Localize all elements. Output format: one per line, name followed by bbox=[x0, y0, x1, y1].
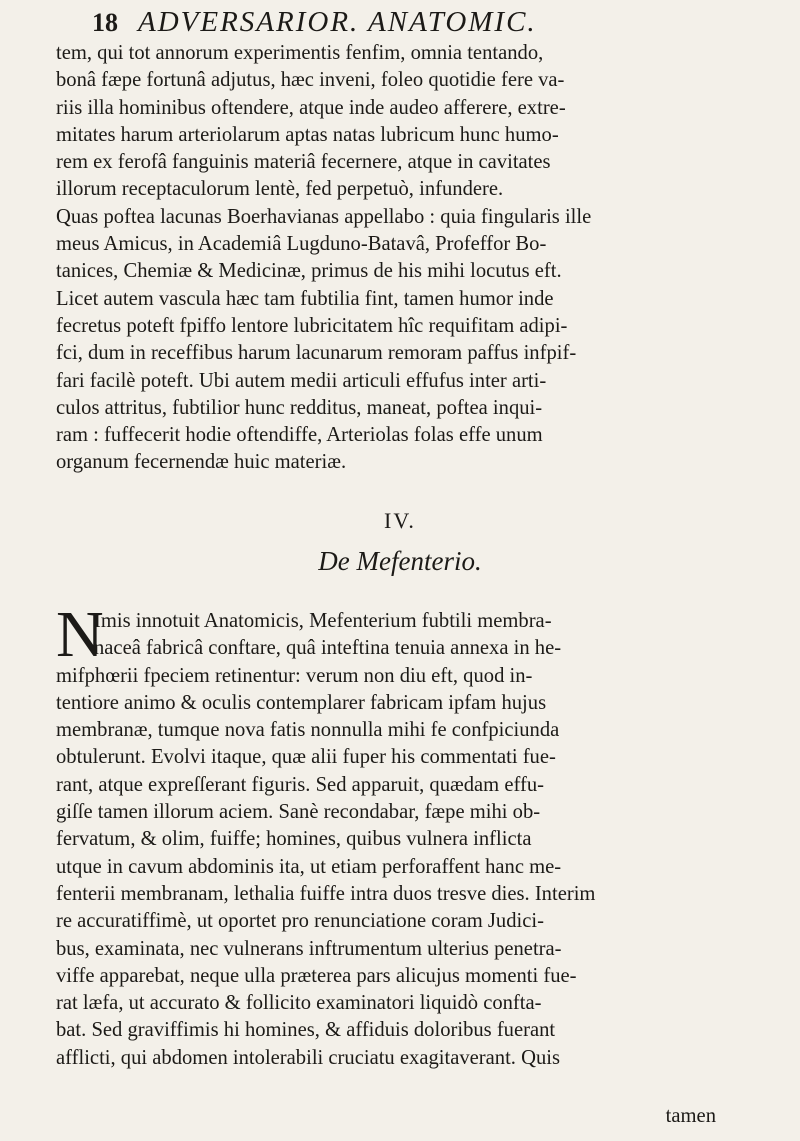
drop-capital: N bbox=[56, 598, 104, 671]
text-line: organum fecernendæ huic materiæ. bbox=[56, 451, 347, 474]
text-line: membranæ, tumque nova fatis nonnulla mihi fe confpiciunda bbox=[56, 719, 560, 742]
text-line: meus Amicus, in Academiâ Lugduno-Batavâ, Profeffor Bo- bbox=[56, 233, 547, 256]
text-line: ram : fuffecerit hodie oftendiffe, Arteriolas folas effe unum bbox=[56, 424, 543, 447]
text-line: rat læfa, ut accurato & follicito examinatori liquidò confta- bbox=[56, 992, 542, 1015]
page-number: 18 bbox=[92, 8, 118, 37]
paragraph-mesentery bbox=[56, 608, 716, 1072]
text-line: afflicti, qui abdomen intolerabili cruciatu exagitaverant. Quis bbox=[56, 1046, 560, 1069]
text-line: viffe apparebat, neque ulla præterea pars alicujus momenti fue- bbox=[56, 964, 577, 987]
text-line: bus, examinata, nec vulnerans inftrumentum ulterius penetra- bbox=[56, 937, 562, 960]
text-line: naceâ fabricâ conftare, quâ inteftina tenuia annexa in he- bbox=[94, 637, 562, 660]
text-line: rant, atque expreſſerant figuris. Sed apparuit, quædam effu- bbox=[56, 773, 544, 796]
paragraph-continued bbox=[56, 40, 716, 477]
text-line: Licet autem vascula hæc tam fubtilia fint, tamen humor inde bbox=[56, 287, 554, 310]
text-line: rem ex ferofâ fanguinis materiâ fecernere, atque in cavitates bbox=[56, 151, 551, 174]
text-line: utque in cavum abdominis ita, ut etiam perforaffent hanc me- bbox=[56, 855, 562, 878]
text-line: tanices, Chemiæ & Medicinæ, primus de his mihi locutus eft. bbox=[56, 260, 562, 283]
text-line: fenterii membranam, lethalia fuiffe intra duos tresve dies. Interim bbox=[56, 882, 596, 905]
text-line: riis illa hominibus oftendere, atque inde audeo afferere, extre- bbox=[56, 96, 566, 119]
text-line: illorum receptaculorum lentè, fed perpetuò, infundere. bbox=[56, 178, 504, 201]
text-line: fari facilè poteft. Ubi autem medii articuli effufus inter arti- bbox=[56, 369, 547, 392]
text-line: tentiore animo & oculis contemplarer fabricam ipfam hujus bbox=[56, 691, 547, 714]
text-line: Quas poftea lacunas Boerhavianas appellabo : quia fingularis ille bbox=[56, 205, 592, 228]
section-number: IV. bbox=[384, 508, 416, 533]
text-line: bat. Sed graviffimis hi homines, & affiduis doloribus fuerant bbox=[56, 1019, 556, 1042]
text-line: Imis innotuit Anatomicis, Mefenterium fubtili membra- bbox=[94, 610, 552, 632]
text-line: obtulerunt. Evolvi itaque, quæ alii fuper his commentati fue- bbox=[56, 746, 556, 769]
section-title: De Mefenterio. bbox=[318, 546, 482, 576]
catchword: tamen bbox=[665, 1105, 716, 1127]
text-line: mitates harum arteriolarum aptas natas lubricum hunc humo- bbox=[56, 123, 559, 146]
text-line: mifphœrii fpeciem retinentur: verum non diu eft, quod in- bbox=[56, 664, 533, 687]
page-header bbox=[92, 6, 712, 40]
text-line: fervatum, & olim, fuiffe; homines, quibus vulnera inflicta bbox=[56, 828, 532, 851]
text-line: fci, dum in receffibus harum lacunarum remoram paffus infpif- bbox=[56, 342, 577, 365]
text-line: fecretus poteft fpiffo lentore lubricitatem hîc requifitam adipi- bbox=[56, 314, 568, 337]
running-head: ADVERSARIOR. ANATOMIC. bbox=[138, 6, 537, 38]
text-line: re accuratiffimè, ut oportet pro renunciatione coram Judici- bbox=[56, 910, 544, 933]
text-line: bonâ fæpe fortunâ adjutus, hæc inveni, foleo quotidie fere va- bbox=[56, 69, 565, 92]
text-line: giſſe tamen illorum aciem. Sanè recondabar, fæpe mihi ob- bbox=[56, 801, 541, 824]
text-line: tem, qui tot annorum experimentis fenfim, omnia tentando, bbox=[56, 42, 544, 64]
text-line: culos attritus, fubtilior hunc redditus, maneat, poftea inqui- bbox=[56, 396, 543, 419]
